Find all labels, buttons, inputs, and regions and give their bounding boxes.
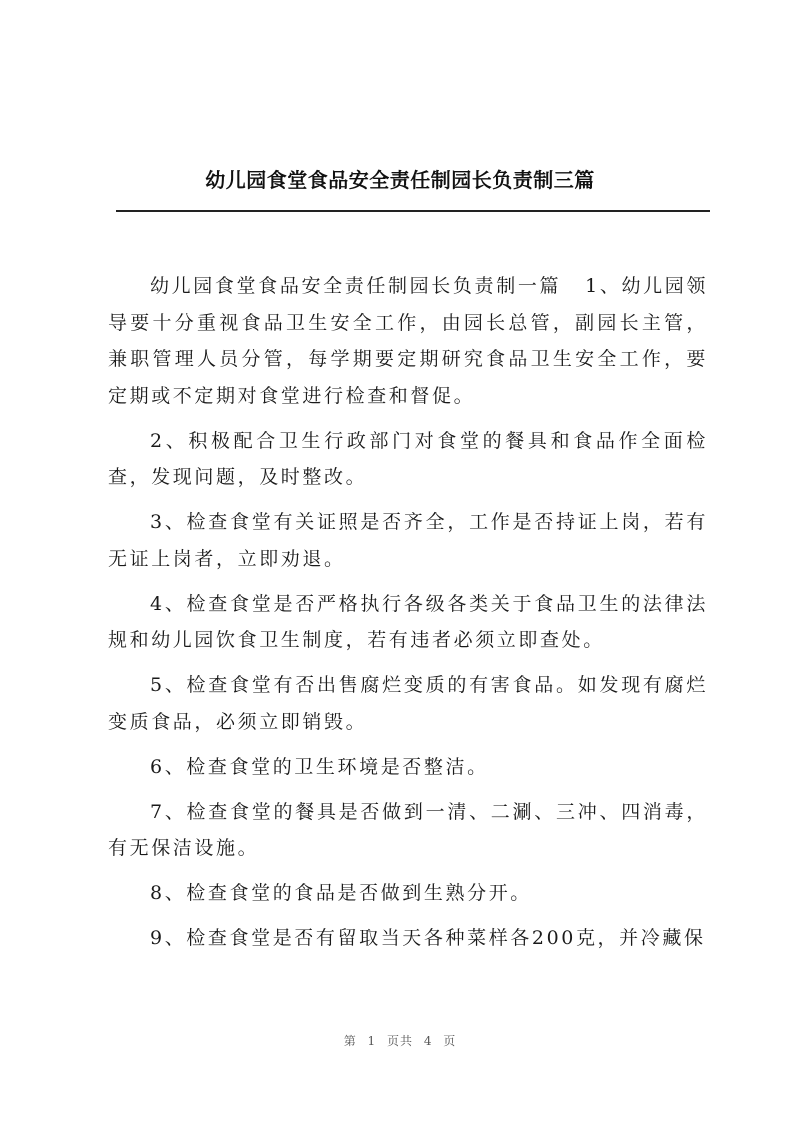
- paragraph-9: 9、检查食堂是否有留取当天各种菜样各200克，并冷藏保: [150, 927, 706, 949]
- paragraph-text: 1、幼儿园领导要十分重视食品卫生安全工作，由园长总管，副园长主管，兼职管理人员分管，每学期要定期研究食品卫生安全工作，要定期或不定期对食堂进行检查和督促。: [108, 275, 708, 407]
- paragraph-1: [108, 268, 708, 414]
- paragraph-5: 5、检查食堂有否出售腐烂变质的有害食品。如发现有腐烂变质食品，必须立即销毁。: [108, 674, 708, 733]
- paragraph-4: 4、检查食堂是否严格执行各级各类关于食品卫生的法律法规和幼儿园饮食卫生制度，若有违者必须立即查处。: [108, 592, 708, 651]
- document-body: [108, 268, 708, 965]
- paragraph-6: 6、检查食堂的卫生环境是否整洁。: [150, 755, 489, 778]
- title-underline: [116, 210, 710, 212]
- paragraph-7: 7、检查食堂的餐具是否做到一清、二涮、三冲、四消毒，有无保洁设施。: [108, 800, 708, 859]
- paragraph-2: 2、积极配合卫生行政部门对食堂的餐具和食品作全面检查，发现问题，及时整改。: [108, 429, 708, 488]
- section-heading: 幼儿园食堂食品安全责任制园长负责制一篇: [150, 275, 562, 297]
- paragraph-3: 3、检查食堂有关证照是否齐全，工作是否持证上岗，若有无证上岗者，立即劝退。: [108, 511, 708, 570]
- document-title: 幼儿园食堂食品安全责任制园长负责制三篇: [205, 168, 595, 192]
- page-number: 第 1 页共 4 页: [343, 1034, 457, 1048]
- paragraph-8: 8、检查食堂的食品是否做到生熟分开。: [150, 882, 532, 904]
